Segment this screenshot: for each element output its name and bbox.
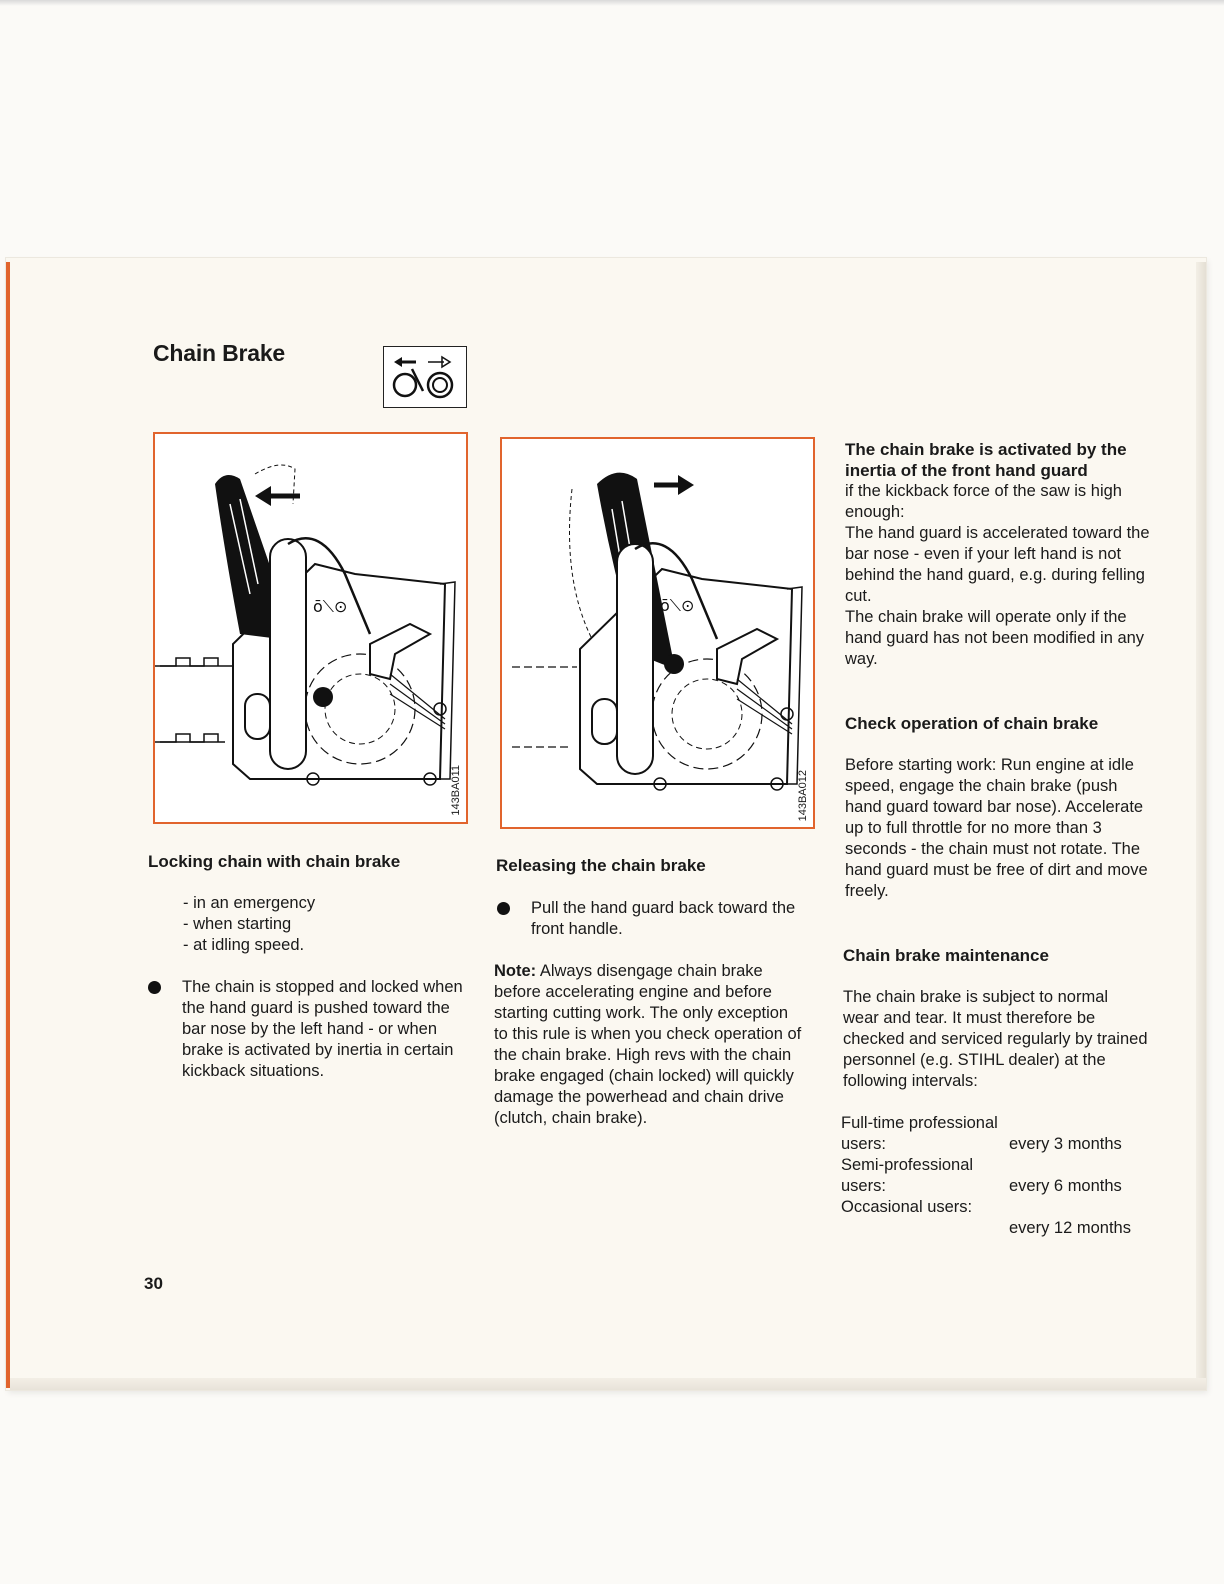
maintenance-heading: Chain brake maintenance [843, 946, 1049, 965]
inertia-paragraph: if the kickback force of the saw is high enough: [845, 482, 1122, 521]
bullet-icon [497, 902, 510, 915]
scan-border [0, 0, 1224, 6]
table-row [841, 1113, 1151, 1155]
note-text: Always disengage chain brake before accelerating engine and before starting cutting work. The only exception to this rule is when you check operation of the chain brake. High revs with the chain brake engaged (chain locked) will quickly damage the powerhead and chain drive (clutch, chain brake). [494, 962, 802, 1127]
inertia-paragraph: The hand guard is accelerated toward the bar nose - even if your left hand is not behind the hand guard, e.g. during felling cut. [845, 524, 1150, 605]
bullet-icon [148, 981, 161, 994]
maintenance-text: The chain brake is subject to normal wear and tear. It must therefore be checked and serviced regularly by trained personnel (e.g. STIHL dealer) at the following intervals: [843, 988, 1148, 1090]
svg-text:ō⟍⊙: ō⟍⊙ [660, 596, 695, 615]
inertia-heading: The chain brake is activated by the inertia of the front hand guard [845, 440, 1127, 480]
locking-heading: Locking chain with chain brake [148, 852, 401, 871]
releasing-instruction: Pull the hand guard back toward the front handle. [531, 899, 796, 938]
figure-code: 143BA012 [797, 769, 809, 821]
locking-description: The chain is stopped and locked when the hand guard is pushed toward the bar nose by the left hand - or when brake is activated by inertia in certain kickback situations. [182, 978, 463, 1080]
list-item: - at idling speed. [183, 936, 305, 954]
page-edge-shadow [1196, 262, 1206, 1388]
figure-code: 143BA011 [450, 765, 462, 816]
locking-case-list [183, 893, 443, 956]
maintenance-intervals [841, 1113, 1151, 1239]
interval-value: every 3 months [1009, 1135, 1122, 1153]
list-item: - when starting [183, 915, 292, 933]
page-bottom-edge [10, 1378, 1206, 1390]
note-label: Note: [494, 962, 537, 980]
figure-locking-chain [153, 432, 468, 824]
inertia-text [845, 481, 1150, 670]
chain-brake-symbol-icon [383, 346, 467, 408]
table-row [841, 1197, 1151, 1239]
interval-value: every 12 months [1009, 1219, 1131, 1237]
releasing-heading: Releasing the chain brake [496, 856, 706, 875]
page-number: 30 [144, 1274, 163, 1293]
figure-releasing-chain [500, 437, 815, 829]
table-row [841, 1155, 1151, 1197]
check-heading: Check operation of chain brake [845, 714, 1099, 733]
list-item: - in an emergency [183, 894, 316, 912]
inertia-paragraph: The chain brake will operate only if the hand guard has not been modified in any way. [845, 608, 1145, 668]
releasing-note [494, 961, 806, 1129]
interval-value: every 6 months [1009, 1177, 1122, 1195]
svg-text:ō⟍⊙: ō⟍⊙ [313, 597, 348, 616]
interval-user: Full-time professional users: [841, 1114, 998, 1153]
page-edge-accent [6, 262, 10, 1388]
interval-user: Occasional users: [841, 1198, 973, 1216]
check-text: Before starting work: Run engine at idle speed, engage the chain brake (push hand guard toward bar nose). Accelerate up to full throttle for no more than 3 seconds - the chain must not rotate. The hand guard must be free of dirt and move freely. [845, 756, 1148, 900]
interval-user: Semi-professional users: [841, 1156, 974, 1195]
page-title: Chain Brake [153, 340, 286, 366]
